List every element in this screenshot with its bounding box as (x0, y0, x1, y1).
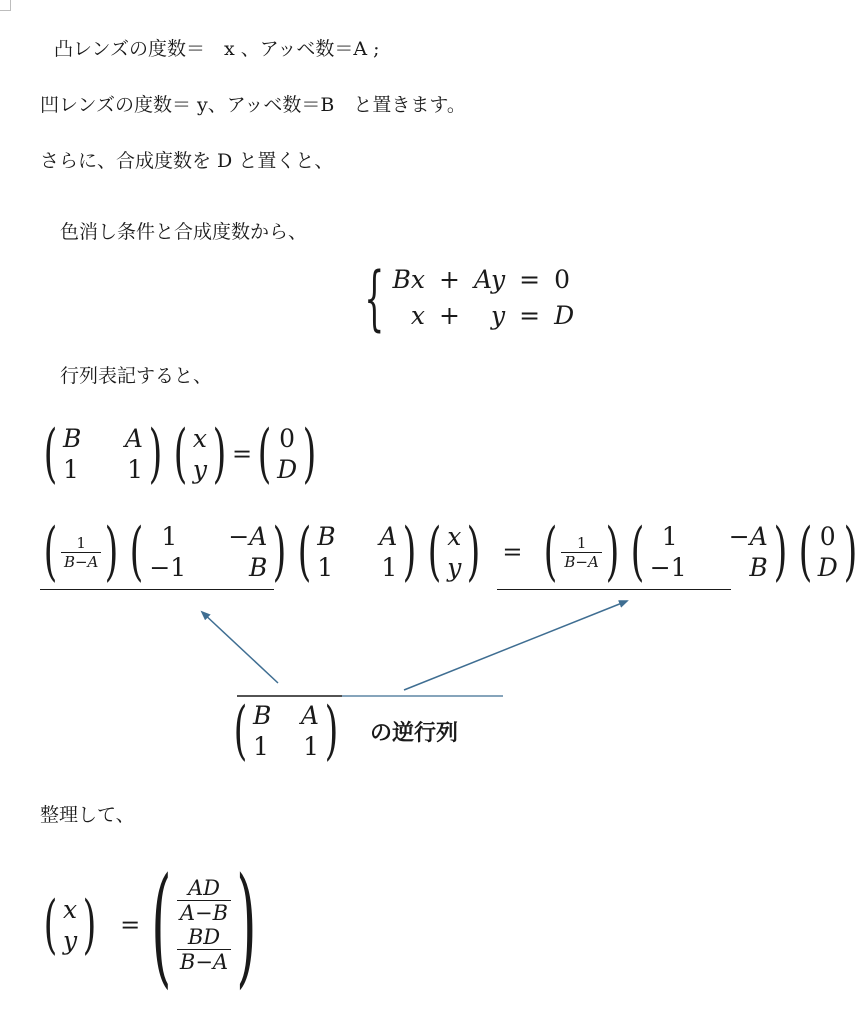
m22-b: 1 (381, 553, 398, 582)
inv-r-12: −A (728, 522, 768, 551)
sys-r2-eq: = (519, 301, 541, 330)
inv-l-12: −A (228, 522, 268, 551)
m11: B (62, 424, 82, 453)
arrow-right (404, 601, 627, 690)
sys-r2-rhs: D (554, 301, 575, 330)
sys-r1-eq: = (519, 265, 541, 294)
rhs-D: D (277, 455, 298, 484)
rhs-D-b: D (817, 553, 838, 582)
inverse-label: ( B A 1 1 ) の逆行列 (233, 694, 458, 768)
m22: 1 (127, 455, 143, 484)
vec-y-b: y (447, 553, 462, 582)
sys-r2-a: x (410, 301, 426, 330)
sys-r1-b: Ay (473, 265, 506, 294)
inverse-equation: ( $\frac{1}{B-A}$ ) ( 1 −A −1 B ) ( B A 1 1 ) ( x y ) = ( $\frac{1}{B-A}$ ) ( 1 −A −1 B ) ( 0 D ) (43, 515, 858, 589)
res-top-den: A−B (177, 900, 231, 925)
vec-y: y (192, 455, 208, 484)
m12-b: A (379, 522, 398, 551)
vec-x: x (192, 424, 208, 453)
result-eq-sign: = (120, 911, 141, 939)
vec-x-b: x (447, 522, 462, 551)
inv-l-22: B (248, 553, 268, 582)
lbl-m11: B (252, 701, 272, 730)
text-line-2: 凹レンズの度数＝ y、アッベ数＝B と置きます。 (40, 94, 466, 116)
text-line-6: 整理して、 (40, 804, 135, 826)
sys-r2-plus: + (439, 301, 460, 330)
res-bot-num: BD (187, 925, 221, 949)
arrow-left (202, 612, 278, 683)
frac-den-right: B−A (561, 552, 601, 571)
m12: A (124, 424, 143, 453)
inv-l-21: −1 (149, 553, 187, 582)
sys-r2-b: y (491, 301, 506, 330)
matrix-equation: ( B A 1 1 ) ( x y ) = ( 0 D ) (43, 417, 317, 491)
inverse-eq-sign: = (502, 538, 523, 566)
res-y: y (62, 926, 78, 955)
m21: 1 (62, 455, 79, 484)
brace: { (364, 257, 385, 339)
rhs-0: 0 (279, 424, 296, 453)
m21-b: 1 (317, 553, 334, 582)
lbl-m12: A (300, 701, 319, 730)
rhs-0-b: 0 (819, 522, 836, 551)
sys-r1-a: Bx (392, 265, 426, 294)
m11-b: B (317, 522, 336, 551)
text-line-4: 色消し条件と合成度数から、 (60, 221, 308, 243)
frac-num-right: 1 (576, 533, 587, 552)
frac-num-left: 1 (76, 533, 86, 552)
res-bot-den: B−A (177, 949, 231, 974)
text-line-5: 行列表記すると、 (60, 365, 213, 387)
sys-r1-rhs: 0 (554, 265, 571, 294)
lbl-m22: 1 (303, 732, 319, 761)
res-top-num: AD (187, 876, 220, 900)
frac-den-left: B−A (61, 552, 101, 571)
inv-r-21: −1 (649, 553, 687, 582)
inv-r-22: B (749, 553, 768, 582)
res-x: x (62, 895, 78, 924)
text-line-1: 凸レンズの度数＝ x 、アッベ数＝A ; (54, 38, 380, 60)
result-equation: ( x y ) = ( $\frac{AD}{A-B}$ $\frac{BD}{B-A}$ ) (43, 849, 257, 1001)
inverse-label-text: の逆行列 (369, 720, 458, 746)
lbl-m21: 1 (252, 732, 269, 761)
matrix-eq-sign: = (232, 440, 253, 468)
inv-l-11: 1 (161, 522, 178, 551)
text-line-3: さらに、合成度数を D と置くと、 (40, 150, 334, 172)
sys-r1-plus: + (439, 265, 460, 294)
inv-r-11: 1 (661, 522, 678, 551)
